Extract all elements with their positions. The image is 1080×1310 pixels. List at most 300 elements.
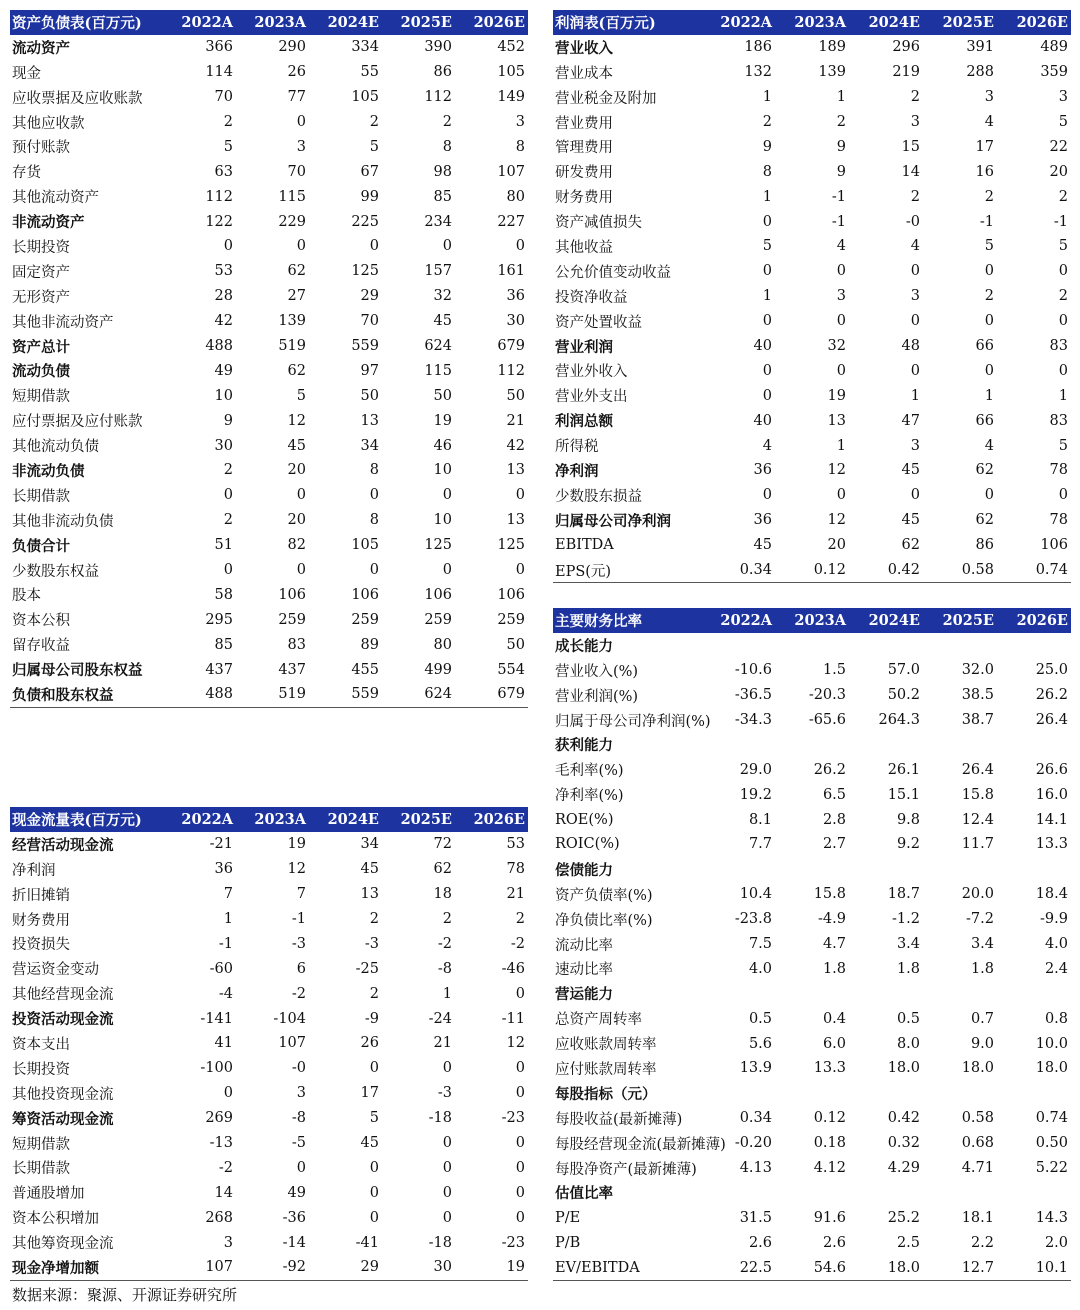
cell-value: -2: [291, 985, 306, 1002]
row-label: 每股指标（元）: [555, 1085, 657, 1103]
cell-value: 0.4: [822, 1010, 846, 1027]
cell-value: 1: [984, 387, 994, 404]
cell-value: 359: [1040, 64, 1068, 81]
cell-value: 72: [433, 836, 452, 853]
cell-value: -92: [236, 1255, 309, 1280]
cell-value: 112: [424, 89, 452, 106]
cell-value: 334: [351, 39, 379, 56]
cell-value: 488: [163, 682, 236, 707]
cell-value: 0: [223, 1085, 233, 1102]
cell-value: 0: [836, 313, 846, 330]
cell-value: -46: [501, 960, 525, 977]
cell-value: 5: [984, 238, 994, 255]
table-row: [10, 259, 528, 284]
cell-value: 20: [827, 537, 846, 554]
row-label: 存货: [12, 165, 41, 182]
cell-value: 0: [836, 362, 846, 379]
cell-value: 219: [892, 64, 920, 81]
cell-value: 7.5: [748, 936, 772, 953]
cell-value: 106: [351, 586, 379, 603]
cell-value: 559: [309, 682, 382, 707]
cell-value: 14: [214, 1184, 233, 1201]
cell-value: 1: [762, 89, 772, 106]
year-header: 2026E: [455, 807, 528, 832]
cell-value: 4.7: [822, 936, 846, 953]
row-label: 净利润: [12, 862, 56, 879]
cell-value: 295: [205, 611, 233, 628]
cell-value: -104: [273, 1010, 306, 1027]
cell-value: 89: [360, 636, 379, 653]
row-label: 资产负债率(%): [555, 887, 653, 904]
cell-value: -1: [1053, 213, 1068, 230]
cell-value: 106: [497, 586, 525, 603]
cell-value: 452: [497, 39, 525, 56]
cell-value: 26.1: [887, 761, 920, 778]
table-row: [10, 582, 528, 607]
cell-value: 4: [762, 437, 772, 454]
cell-value: 9: [762, 138, 772, 155]
cell-value: 0: [762, 213, 772, 230]
cell-value: 66: [975, 412, 994, 429]
cell-value: 20: [1049, 163, 1068, 180]
year-header: 2023A: [775, 608, 849, 633]
cell-value: 30: [382, 1255, 455, 1280]
cell-value: [701, 1180, 775, 1205]
row-label: 营业费用: [555, 115, 613, 132]
cell-value: 264.3: [878, 712, 920, 728]
cell-value: 2: [369, 911, 379, 927]
row-label: 营业外收入: [555, 364, 628, 381]
year-header: 2024E: [849, 10, 923, 35]
cell-value: 26: [360, 1035, 379, 1052]
cell-value: 36: [753, 462, 772, 479]
cell-value: 4.71: [961, 1160, 994, 1177]
cell-value: 0: [515, 238, 525, 255]
cell-value: 0.5: [748, 1010, 772, 1027]
table-row: [10, 632, 528, 657]
table-row: [553, 1180, 1071, 1205]
year-header: 2023A: [236, 807, 309, 832]
cell-value: 41: [214, 1035, 233, 1052]
cell-value: 2: [1058, 288, 1068, 305]
cell-value: 5: [369, 138, 379, 155]
cell-value: -5: [291, 1135, 306, 1152]
table-row: [553, 85, 1071, 110]
table-row: [553, 857, 1071, 882]
cell-value: 3: [984, 89, 994, 106]
year-header: 2025E: [923, 608, 997, 633]
cell-value: 0: [369, 562, 379, 579]
data-source-note: 数据来源：聚源、开源证券研究所: [12, 1286, 238, 1304]
row-label: 投资净收益: [555, 289, 628, 306]
cell-value: 437: [278, 661, 306, 678]
cell-value: 259: [424, 611, 452, 628]
table-row: [10, 334, 528, 359]
row-label: 资产总计: [12, 338, 70, 356]
cell-value: 106: [424, 586, 452, 603]
cell-value: 47: [901, 412, 920, 429]
cell-value: 97: [360, 362, 379, 379]
cell-value: 22: [1049, 138, 1068, 155]
cell-value: 1.8: [896, 960, 920, 977]
cell-value: 0: [515, 1085, 525, 1102]
cell-value: 83: [287, 636, 306, 653]
cell-value: 42: [506, 437, 525, 454]
table-row: [10, 508, 528, 533]
cell-value: -25: [355, 960, 379, 977]
cell-value: 1: [442, 985, 452, 1002]
row-label: 短期借款: [12, 1136, 70, 1153]
cell-value: 390: [424, 39, 452, 56]
row-label: 应收账款周转率: [555, 1037, 657, 1054]
cell-value: 0: [442, 1209, 452, 1226]
cell-value: -24: [428, 1010, 452, 1027]
cell-value: [775, 1081, 849, 1106]
cell-value: 269: [205, 1110, 233, 1127]
cell-value: 5: [223, 138, 233, 155]
cell-value: [775, 633, 849, 658]
cell-value: 45: [433, 313, 452, 330]
cell-value: 0: [442, 562, 452, 579]
cell-value: 12.4: [961, 811, 994, 828]
cell-value: 9: [836, 138, 846, 155]
cell-value: 26.2: [1035, 687, 1068, 704]
table-row: [10, 682, 528, 707]
cell-value: 20: [287, 512, 306, 529]
row-label: 资产减值损失: [555, 215, 642, 232]
table-row: [553, 60, 1071, 85]
cell-value: 5: [1058, 238, 1068, 255]
cell-value: -8: [291, 1110, 306, 1127]
cell-value: 2: [762, 114, 772, 130]
cell-value: 40: [753, 338, 772, 355]
cell-value: 18.7: [887, 886, 920, 903]
year-header: 2024E: [849, 608, 923, 633]
cell-value: 132: [744, 64, 772, 81]
cell-value: 624: [424, 338, 452, 355]
cell-value: 6.5: [822, 786, 846, 803]
cell-value: 45: [753, 537, 772, 554]
cell-value: 0.18: [813, 1135, 846, 1152]
cell-value: 55: [360, 64, 379, 81]
cell-value: 125: [351, 263, 379, 280]
cell-value: 50.2: [887, 687, 920, 704]
cell-value: 0.34: [739, 1110, 772, 1127]
cell-value: 20: [287, 462, 306, 479]
year-header: 2023A: [775, 10, 849, 35]
row-label: 其他非流动负债: [12, 513, 114, 530]
row-label: 净利率(%): [555, 788, 624, 805]
cell-value: 51: [214, 537, 233, 554]
row-label: 应付票据及应付账款: [12, 414, 143, 431]
cell-value: 20.0: [961, 886, 994, 903]
cell-value: 26.4: [1035, 712, 1068, 728]
cell-value: 9: [223, 412, 233, 429]
table-row: [553, 683, 1071, 708]
cell-value: 32: [827, 338, 846, 355]
row-label: 总资产周转率: [555, 1012, 642, 1029]
cell-value: 10: [433, 462, 452, 479]
row-label: ROIC(%): [555, 836, 620, 853]
table-row: [553, 1106, 1071, 1131]
cell-value: 45: [901, 462, 920, 479]
row-label: 归属母公司股东权益: [12, 662, 143, 680]
cell-value: 437: [205, 661, 233, 678]
row-label: 其他收益: [555, 239, 613, 256]
cell-value: 0: [442, 1159, 452, 1176]
cell-value: 7: [223, 886, 233, 903]
table-row: [10, 35, 528, 60]
row-label: 营运能力: [555, 986, 613, 1004]
cell-value: 66: [975, 338, 994, 355]
cell-value: 13.3: [813, 1060, 846, 1077]
table-row: [553, 1230, 1071, 1255]
row-label: P/B: [555, 1234, 581, 1251]
cell-value: 2: [910, 188, 920, 205]
cell-value: -18: [428, 1234, 452, 1251]
row-label: 流动比率: [555, 937, 613, 954]
cell-value: 70: [360, 313, 379, 330]
cell-value: 259: [497, 611, 525, 628]
balance-sheet-table: [10, 10, 528, 708]
cell-value: 105: [351, 537, 379, 554]
cell-value: 0.74: [1035, 1110, 1068, 1127]
cell-value: 18.1: [961, 1209, 994, 1226]
table-row: [553, 658, 1071, 683]
row-label: 股本: [12, 588, 41, 605]
row-label: 每股收益(最新摊薄): [555, 1111, 683, 1128]
row-label: 营业利润(%): [555, 688, 639, 705]
cell-value: 1.8: [822, 960, 846, 977]
cell-value: 36: [214, 861, 233, 878]
row-label: 投资损失: [12, 937, 70, 954]
cell-value: 18.4: [1035, 886, 1068, 903]
table-row: [10, 956, 528, 981]
row-label: ROE(%): [555, 811, 614, 828]
cell-value: [701, 981, 775, 1006]
table-row: [553, 1255, 1071, 1280]
cell-value: 70: [287, 163, 306, 180]
cell-value: 1: [1058, 387, 1068, 404]
cell-value: 139: [818, 64, 846, 81]
year-header: 2022A: [701, 10, 775, 35]
cell-value: 15.8: [813, 886, 846, 903]
cell-value: -2: [218, 1159, 233, 1176]
cell-value: 234: [424, 213, 452, 230]
table-title: 现金流量表(百万元): [10, 807, 163, 832]
cell-value: 62: [975, 512, 994, 529]
row-label: 营业利润: [555, 338, 613, 356]
cell-value: 679: [497, 338, 525, 355]
cell-value: -23.8: [734, 911, 772, 928]
table-row: [10, 882, 528, 907]
cell-value: 0: [515, 985, 525, 1002]
cell-value: -1: [831, 188, 846, 205]
cell-value: -23: [501, 1234, 525, 1251]
table-row: [10, 358, 528, 383]
cell-value: 0.34: [701, 558, 775, 583]
row-label: 营业外支出: [555, 389, 628, 406]
cell-value: 107: [163, 1255, 236, 1280]
cell-value: -1: [979, 213, 994, 230]
cell-value: 80: [433, 636, 452, 653]
cell-value: 7.7: [748, 836, 772, 853]
row-label: 财务费用: [12, 912, 70, 929]
table-row: [10, 1230, 528, 1255]
cell-value: 26.4: [961, 761, 994, 778]
cell-value: 679: [455, 682, 528, 707]
cell-value: 13: [360, 412, 379, 429]
cell-value: 12: [506, 1035, 525, 1052]
cell-value: 14.3: [1035, 1209, 1068, 1226]
cell-value: -2: [510, 935, 525, 952]
table-row: [553, 508, 1071, 533]
cell-value: 0: [369, 487, 379, 504]
cell-value: 32: [433, 288, 452, 305]
table-title: 主要财务比率: [553, 608, 701, 633]
cell-value: 554: [497, 661, 525, 678]
row-label: 现金净增加额: [10, 1255, 163, 1280]
cell-value: 45: [287, 437, 306, 454]
table-row: [10, 458, 528, 483]
cell-value: 0.7: [970, 1010, 994, 1027]
cell-value: 4: [984, 114, 994, 130]
cell-value: 83: [1049, 338, 1068, 355]
cell-value: 499: [424, 661, 452, 678]
cell-value: 67: [360, 163, 379, 180]
cell-value: 0: [442, 1135, 452, 1152]
cell-value: 3: [910, 114, 920, 130]
row-label: 估值比率: [555, 1185, 613, 1203]
cell-value: 0.74: [997, 558, 1071, 583]
cell-value: 3: [296, 138, 306, 155]
cell-value: 0.42: [849, 558, 923, 583]
table-row: [553, 458, 1071, 483]
cell-value: 62: [433, 861, 452, 878]
cell-value: 5.22: [1035, 1160, 1068, 1177]
year-header: 2025E: [382, 807, 455, 832]
year-header: 2026E: [997, 608, 1071, 633]
table-row: [10, 931, 528, 956]
cell-value: [997, 732, 1071, 757]
cell-value: 27: [287, 288, 306, 305]
table-row: [553, 533, 1071, 558]
row-label: 营业收入(%): [555, 663, 639, 680]
cell-value: 0.32: [887, 1135, 920, 1152]
cell-value: 17: [360, 1085, 379, 1102]
cell-value: 82: [287, 537, 306, 554]
row-label: 管理费用: [555, 140, 613, 157]
year-header: 2025E: [382, 10, 455, 35]
cell-value: 0.5: [896, 1010, 920, 1027]
cell-value: -4: [218, 985, 233, 1002]
cell-value: 115: [278, 188, 306, 205]
table-row: [10, 1155, 528, 1180]
table-row: [10, 209, 528, 234]
row-label: 非流动资产: [12, 214, 85, 232]
cell-value: -65.6: [808, 712, 846, 728]
cell-value: 519: [236, 682, 309, 707]
row-label: 营运资金变动: [12, 962, 99, 979]
cell-value: [923, 1081, 997, 1106]
row-label: 预付账款: [12, 140, 70, 157]
cell-value: 366: [205, 39, 233, 56]
cell-value: 2.0: [1044, 1234, 1068, 1251]
cell-value: 0: [984, 313, 994, 330]
cell-value: 0.58: [923, 558, 997, 583]
cell-value: 19: [287, 836, 306, 853]
cell-value: 519: [278, 338, 306, 355]
table-row: [10, 309, 528, 334]
cell-value: 106: [1040, 537, 1068, 554]
row-label: 所得税: [555, 439, 599, 456]
cell-value: 13.3: [1035, 836, 1068, 853]
row-label: 营业收入: [555, 39, 613, 57]
row-label: 归属母公司净利润: [555, 512, 671, 530]
cell-value: [775, 1180, 849, 1205]
row-label: 速动比率: [555, 962, 613, 979]
row-label: 经营活动现金流: [12, 836, 114, 854]
row-label: 固定资产: [12, 264, 70, 281]
cell-value: 3: [910, 437, 920, 454]
cell-value: 0: [515, 1135, 525, 1152]
row-label: 其他投资现金流: [12, 1086, 114, 1103]
cell-value: 0: [515, 1060, 525, 1077]
cell-value: 2: [223, 512, 233, 529]
cell-value: 0: [296, 487, 306, 504]
cell-value: 10.0: [1035, 1035, 1068, 1052]
cell-value: 31.5: [739, 1209, 772, 1226]
row-label: 成长能力: [555, 637, 613, 655]
table-row: [10, 981, 528, 1006]
cell-value: 58: [214, 586, 233, 603]
table-row: [10, 383, 528, 408]
table-row: [553, 732, 1071, 757]
table-row: [10, 408, 528, 433]
table-row: [10, 1180, 528, 1205]
table-row: [10, 1006, 528, 1031]
cell-value: 50: [506, 387, 525, 404]
table-row: [553, 134, 1071, 159]
table-row: [10, 1131, 528, 1156]
cell-value: -3: [364, 935, 379, 952]
cell-value: 46: [433, 437, 452, 454]
cell-value: 0: [1058, 313, 1068, 330]
cell-value: 488: [205, 338, 233, 355]
cell-value: 54.6: [775, 1255, 849, 1280]
table-row: [553, 259, 1071, 284]
cell-value: 0: [515, 1209, 525, 1226]
cell-value: 45: [360, 861, 379, 878]
cell-value: 0: [1058, 362, 1068, 379]
cell-value: 161: [497, 263, 525, 280]
cell-value: 106: [278, 586, 306, 603]
table-row: [553, 832, 1071, 857]
table-row: [553, 184, 1071, 209]
cell-value: 18.0: [1035, 1060, 1068, 1077]
year-header: 2024E: [309, 807, 382, 832]
table-row: [553, 757, 1071, 782]
year-header: 2022A: [163, 807, 236, 832]
cash-flow-table: [10, 807, 528, 1281]
cell-value: 1: [762, 288, 772, 305]
cell-value: -0.20: [734, 1135, 772, 1152]
row-label: 长期借款: [12, 488, 70, 505]
cell-value: -8: [437, 960, 452, 977]
cell-value: -21: [209, 836, 233, 853]
cell-value: 19: [455, 1255, 528, 1280]
cell-value: 98: [433, 163, 452, 180]
